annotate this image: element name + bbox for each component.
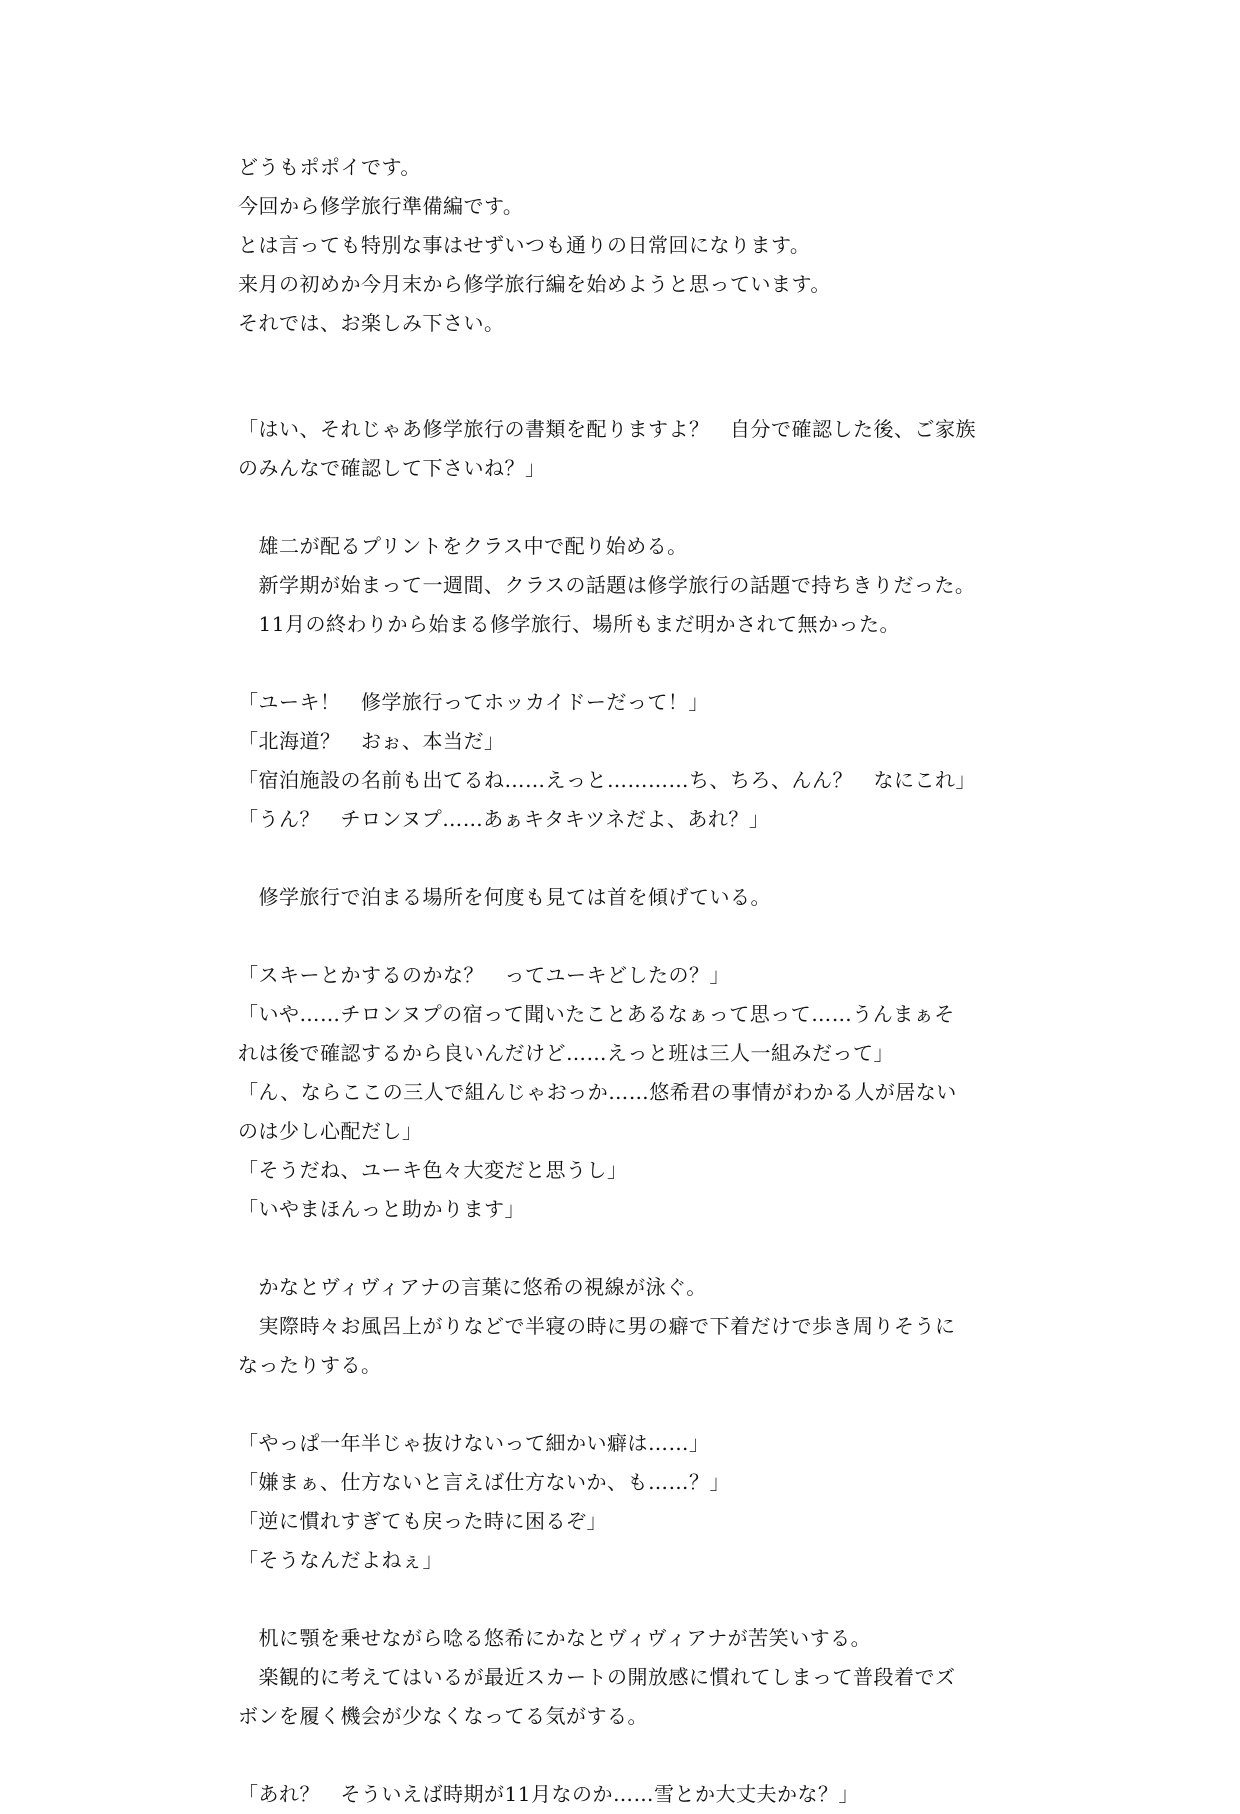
author-note (238, 148, 1013, 343)
paragraph-break (238, 1385, 1013, 1424)
story-line: 机に顎を乗せながら唸る悠希にかなとヴィヴィアナが苦笑いする。 (238, 1626, 872, 1650)
paragraph-break (238, 1736, 1013, 1775)
story-line: 「そうだね、ユーキ色々大変だと思うし」 (238, 1158, 628, 1182)
story-line: 「やっぱ一年半じゃ抜けないって細かい癖は……」 (238, 1431, 710, 1455)
story-line: 「うん？ チロンヌプ……あぁキタキツネだよ、あれ？」 (238, 807, 770, 831)
paragraph-break (238, 917, 1013, 956)
story-line: かなとヴィヴィアナの言葉に悠希の視線が泳ぐ。 (238, 1275, 707, 1299)
story-line: 「逆に慣れすぎても戻った時に困るぞ」 (238, 1509, 607, 1533)
story-line: 楽観的に考えてはいるが最近スカートの開放感に慣れてしまって普段着でズ (238, 1665, 956, 1689)
story-line: 新学期が始まって一週間、クラスの話題は修学旅行の話題で持ちきりだった。 (238, 573, 976, 597)
author-note-line: それでは、お楽しみ下さい。 (238, 311, 505, 335)
story-line: れは後で確認するから良いんだけど……えっと班は三人一組みだって」 (238, 1041, 894, 1065)
story-line: 「いやまほんっと助かります」 (238, 1197, 525, 1221)
paragraph-break (238, 1229, 1013, 1268)
story-line: 「はい、それじゃあ修学旅行の書類を配りますよ？ 自分で確認した後、ご家族 (238, 417, 976, 441)
paragraph-break (238, 1580, 1013, 1619)
story-line: ボンを履く機会が少なくなってる気がする。 (238, 1704, 648, 1728)
story-line: 修学旅行で泊まる場所を何度も見ては首を傾げている。 (238, 885, 771, 909)
story-text (238, 410, 1013, 1814)
paragraph-break (238, 488, 1013, 527)
story-line: 「北海道？ おぉ、本当だ」 (238, 729, 505, 753)
author-note-line: 来月の初めか今月末から修学旅行編を始めようと思っています。 (238, 272, 831, 296)
story-line: のは少し心配だし」 (238, 1119, 423, 1143)
story-line: 11月の終わりから始まる修学旅行、場所もまだ明かされて無かった。 (238, 612, 900, 636)
paragraph-break (238, 839, 1013, 878)
author-note-line: とは言っても特別な事はせずいつも通りの日常回になります。 (238, 233, 811, 257)
story-line: 「あれ？ そういえば時期が11月なのか……雪とか大丈夫かな？」 (238, 1782, 859, 1806)
story-line: 「そうなんだよねぇ」 (238, 1548, 443, 1572)
story-line: 「いや……チロンヌプの宿って聞いたことあるなぁって思って……うんまぁそ (238, 1002, 955, 1026)
story-line: 「ユーキ！ 修学旅行ってホッカイドーだって！」 (238, 690, 709, 714)
story-line: 雄二が配るプリントをクラス中で配り始める。 (238, 534, 688, 558)
story-line: 「ん、ならここの三人で組んじゃおっか……悠希君の事情がわかる人が居ない (238, 1080, 957, 1104)
story-line: なったりする。 (238, 1353, 382, 1377)
story-line: 「スキーとかするのかな？ ってユーキどしたの？」 (238, 963, 730, 987)
story-line: 「宿泊施設の名前も出てるね……えっと…………ち、ちろ、んん？ なにこれ」 (238, 768, 976, 792)
paragraph-break (238, 644, 1013, 683)
story-line: のみんなで確認して下さいね？」 (238, 456, 546, 480)
author-note-line: どうもポポイです。 (238, 155, 421, 179)
story-line: 「嫌まぁ、仕方ないと言えば仕方ないか、も……？」 (238, 1470, 730, 1494)
story-line: 実際時々お風呂上がりなどで半寝の時に男の癖で下着だけで歩き周りそうに (238, 1314, 956, 1338)
author-note-line: 今回から修学旅行準備編です。 (238, 194, 524, 218)
